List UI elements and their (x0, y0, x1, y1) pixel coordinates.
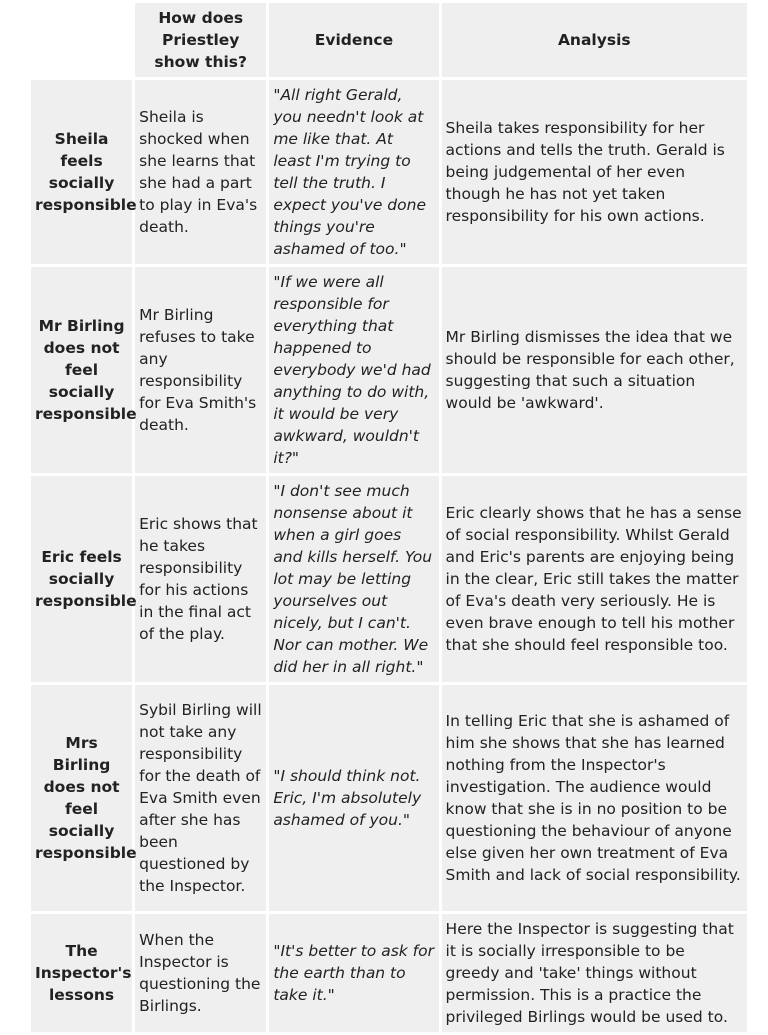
table-row (31, 914, 747, 1032)
row-theme: Mr Birling does not feel socially responsible (31, 267, 132, 473)
header-row (31, 3, 747, 77)
row-how: Sheila is shocked when she learns that she had a part to play in Eva's death. (135, 80, 266, 264)
row-analysis: Eric clearly shows that he has a sense of social responsibility. Whilst Gerald and Eric's parents are enjoying being in the clear, Eric still takes the matter of Eva's death very seriously. He is even brave enough to tell his mother that she should feel responsible too. (442, 476, 747, 682)
table-row (31, 267, 747, 473)
row-evidence: "If we were all responsible for everything that happened to everybody we'd had anything to do with, it would be very awkward, wouldn't it?" (269, 267, 438, 473)
row-analysis: Here the Inspector is suggesting that it is socially irresponsible to be greedy and 'take' things without permission. This is a practice the privileged Birlings would be used to. (442, 914, 747, 1032)
row-how: Mr Birling refuses to take any responsibility for Eva Smith's death. (135, 267, 266, 473)
header-corner (31, 3, 132, 77)
table-row (31, 80, 747, 264)
row-how: Eric shows that he takes responsibility for his actions in the final act of the play. (135, 476, 266, 682)
table-row (31, 685, 747, 911)
row-evidence: "All right Gerald, you needn't look at me like that. At least I'm trying to tell the truth. I expect you've done things you're ashamed of too." (269, 80, 438, 264)
row-how: Sybil Birling will not take any responsibility for the death of Eva Smith even after she has been questioned by the Inspector. (135, 685, 266, 911)
header-evidence: Evidence (269, 3, 438, 77)
responsibility-table (28, 0, 750, 1035)
row-theme: Mrs Birling does not feel socially responsible (31, 685, 132, 911)
row-analysis: In telling Eric that she is ashamed of him she shows that she has learned nothing from the Inspector's investigation. The audience would know that she is in no position to be questioning the behaviour of anyone else given her own treatment of Eva Smith and lack of social responsibility. (442, 685, 747, 911)
row-how: When the Inspector is questioning the Birlings. (135, 914, 266, 1032)
row-evidence: "It's better to ask for the earth than to take it." (269, 914, 438, 1032)
row-analysis: Mr Birling dismisses the idea that we should be responsible for each other, suggesting that such a situation would be 'awkward'. (442, 267, 747, 473)
row-analysis: Sheila takes responsibility for her actions and tells the truth. Gerald is being judgemental of her even though he has not yet taken responsibility for his own actions. (442, 80, 747, 264)
table-row (31, 476, 747, 682)
header-how: How does Priestley show this? (135, 3, 266, 77)
row-theme: Eric feels socially responsible (31, 476, 132, 682)
row-evidence: "I don't see much nonsense about it when a girl goes and kills herself. You lot may be letting yourselves out nicely, but I can't. Nor can mother. We did her in all right." (269, 476, 438, 682)
row-theme: The Inspector's lessons (31, 914, 132, 1032)
row-evidence: "I should think not. Eric, I'm absolutely ashamed of you." (269, 685, 438, 911)
header-analysis: Analysis (442, 3, 747, 77)
row-theme: Sheila feels socially responsible (31, 80, 132, 264)
